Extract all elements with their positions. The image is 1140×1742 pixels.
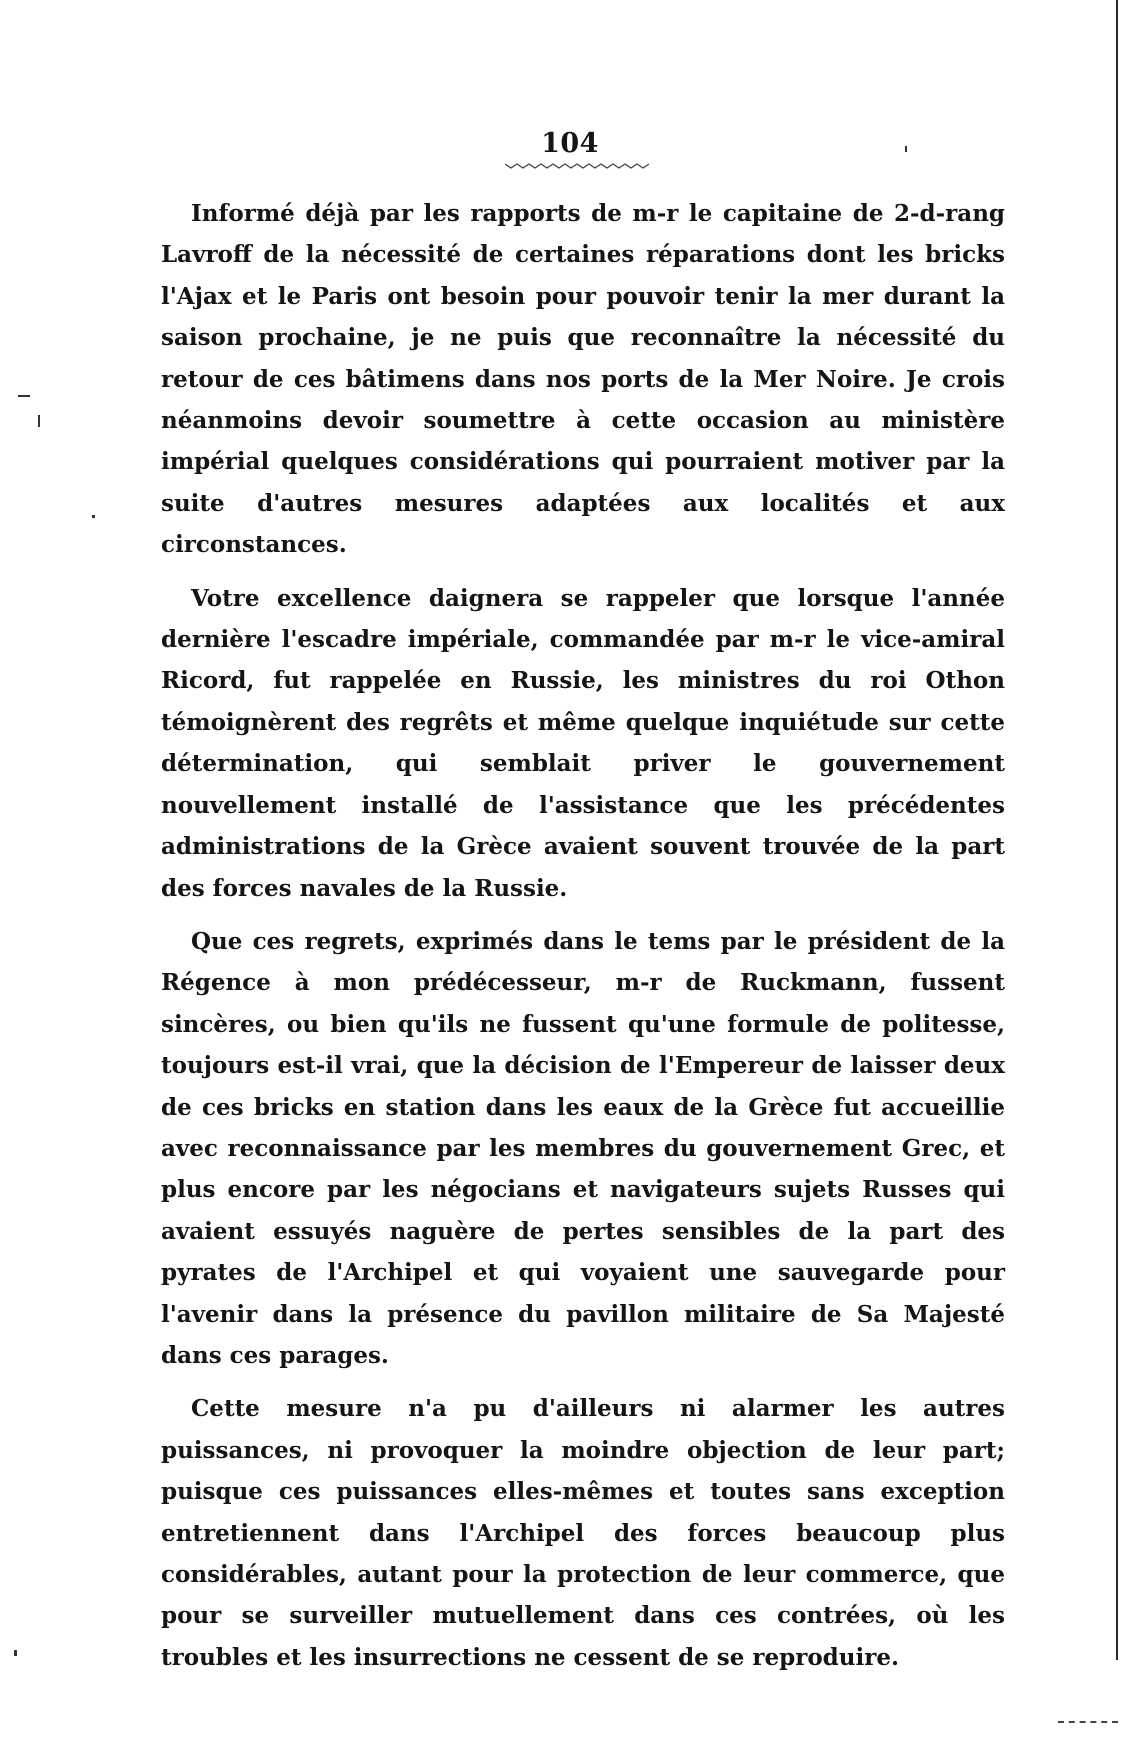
body-text <box>161 193 1005 1678</box>
scan-speck <box>92 515 95 518</box>
page-number <box>0 128 1140 159</box>
scan-speck <box>905 146 907 152</box>
scan-speck <box>14 1650 17 1656</box>
paragraph: Informé déjà par les rapports de m-r le capitaine de 2-d-rang Lavroff de la nécessité de certaines réparations dont les bricks l'Ajax et le Paris ont besoin pour pouvoir tenir la mer durant la saison prochaine, je ne puis que reconnaître la nécessité du retour de ces bâtimens dans nos ports de la Mer Noire. Je crois néanmoins devoir soumettre à cette occasion au ministère impérial quelques considérations qui pourraient motiver par la suite d'autres mesures adaptées aux localités et aux circonstances. <box>161 200 1005 559</box>
scan-dash-mark <box>1058 1721 1118 1724</box>
decorative-squiggle-rule <box>505 160 653 172</box>
scan-speck <box>18 395 30 397</box>
paragraph: Votre excellence daignera se rappeler que lorsque l'année dernière l'escadre impériale, commandée par m-r le vice-amiral Ricord, fut rappelée en Russie, les ministres du roi Othon témoignèrent des regrêts et même quelque inquiétude sur cette détermination, qui semblait priver le gouvernement nouvellement installé de l'assistance que les précédentes administrations de la Grèce avaient souvent trouvée de la part des forces navales de la Russie. <box>161 584 1005 902</box>
page-number-text: 104 <box>541 128 599 159</box>
paragraph: Que ces regrets, exprimés dans le tems par le président de la Régence à mon prédécesseur, m-r de Ruckmann, fussent sincères, ou bien qu'ils ne fussent qu'une formule de politesse, toujours est-il vrai, que la décision de l'Empereur de laisser deux de ces bricks en station dans les eaux de la Grèce fut accueillie avec reconnaissance par les membres du gouvernement Grec, et plus encore par les négocians et navigateurs sujets Russes qui avaient essuyés naguère de pertes sensibles de la part des pyrates de l'Archipel et qui voyaient une sauvegarde pour l'avenir dans la présence du pavillon militaire de Sa Majesté dans ces parages. <box>161 927 1005 1369</box>
page-edge-rule <box>1116 0 1118 1660</box>
scan-speck <box>38 415 40 427</box>
paragraph: Cette mesure n'a pu d'ailleurs ni alarmer les autres puissances, ni provoquer la moindre objection de leur part; puisque ces puissances elles-mêmes et toutes sans exception entretiennent dans l'Archipel des forces beaucoup plus considérables, autant pour la protection de leur commerce, que pour se surveiller mutuellement dans ces contrées, où les troubles et les insurrections ne cessent de se reproduire. <box>161 1395 1005 1671</box>
